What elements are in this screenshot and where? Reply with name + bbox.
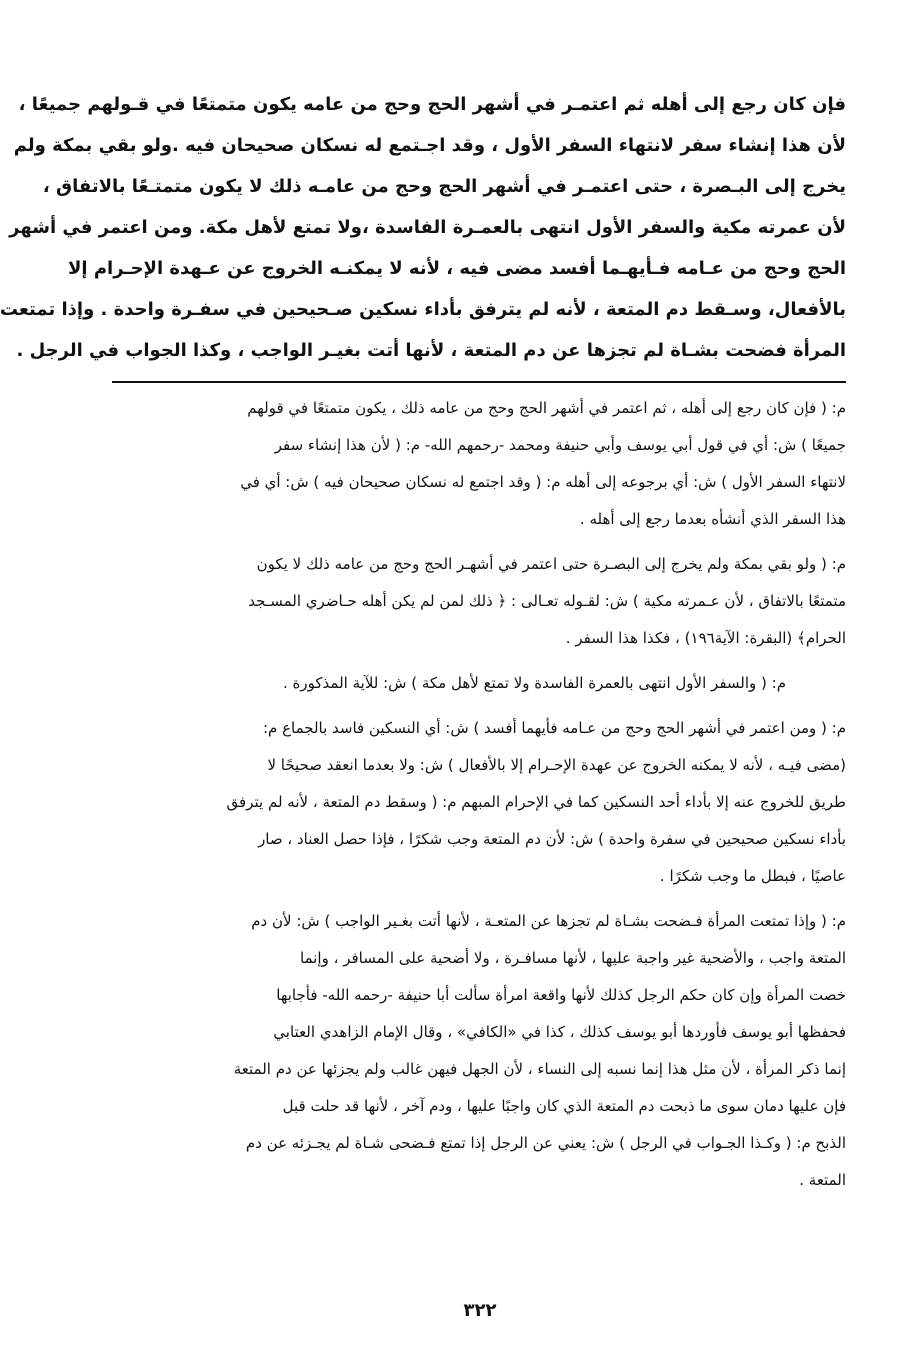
commentary-line: جميعًا ) ش: أي في قول أبي يوسف وأبي حنيفة ومحمد -رحمهم الله- م: ( لأن هذا إنشاء سفر [274,436,846,454]
commentary-line: لانتهاء السفر الأول ) ش: أي برجوعه إلى أهله م: ( وقد اجتمع له نسكان صحيحان فيه ) ش: أي في [240,473,846,491]
main-text-block [0,84,846,371]
commentary-line: عاصيًا ، فبطل ما وجب شكرًا . [659,867,846,885]
commentary-line: إنما ذكر المرأة ، لأن مثل هذا إنما نسبه إلى النساء ، لأن الجهل فيهن غالب ولم يجزئها عن دم المتعة [233,1060,846,1078]
commentary-line: خصت المرأة وإن كان حكم الرجل كذلك لأنها واقعة امرأة سألت أبا حنيفة -رحمه الله- فأجابها [276,986,846,1004]
main-text-line: لأن هذا إنشاء سفر لانتهاء السفر الأول ، وقد اجـتمع له نسكان صحيحان فيه .ولو بقي بمكة ولم [13,135,846,156]
commentary-line: م: ( فإن كان رجع إلى أهله ، ثم اعتمر في أشهر الحج وحج من عامه ذلك ، يكون متمتعًا في قولهم [247,399,846,417]
commentary-line: فإن عليها دمان سوى ما ذبحت دم المتعة الذي كان واجبًا عليها ، ودم آخر ، لأنها قد حلت قبل [282,1097,846,1115]
commentary-paragraph [112,546,846,657]
commentary-line: طريق للخروج عنه إلا بأداء أحد النسكين كما في الإحرام المبهم م: ( وسقط دم المتعة ، لأنه لم يترفق [226,793,846,811]
commentary-line: الذبح م: ( وكـذا الجـواب في الرجل ) ش: يعني عن الرجل إذا تمتع فـضحى شـاة لم يجـزئه عن دم [245,1134,846,1152]
main-text-line: يخرج إلى البـصرة ، حتى اعتمـر في أشهر الحج وحج من عامـه ذلك لا يكون متمتـعًا بالاتفاق ، [42,176,846,197]
commentary-paragraph [112,903,846,1199]
main-text-line: فإن كان رجع إلى أهله ثم اعتمـر في أشهر الحج وحج من عامه يكون متمتعًا في قـولهم جميعًا ، [18,94,846,115]
main-text-line: بالأفعال، وسـقط دم المتعة ، لأنه لم يترفق بأداء نسكين صـحيحين في سفـرة واحدة . وإذا تمتعت [0,299,846,320]
commentary-line: م: ( ولو بقي بمكة ولم يخرج إلى البصـرة حتى اعتمر في أشهـر الحج وحج من عامه ذلك لا يكون [256,555,846,573]
page-number: ٣٢٢ [463,1300,497,1321]
main-text-line: المرأة فضحت بشـاة لم تجزها عن دم المتعة ، لأنها أتت بغيـر الواجب ، وكذا الجواب في الرجل . [16,340,846,361]
commentary-block [112,390,846,1207]
main-text-line: الحج وحج من عـامه فـأيهـما أفسد مضى فيه ، لأنه لا يمكنـه الخروج عن عـهدة الإحـرام إلا [68,258,846,279]
commentary-line: م: ( ومن اعتمر في أشهر الحج وحج من عـامه فأيهما أفسد ) ش: أي النسكين فاسد بالجماع م: [262,719,846,737]
text-divider [112,381,846,383]
commentary-paragraph [112,710,846,895]
commentary-line: م: ( وإذا تمتعت المرأة فـضحت بشـاة لم تجزها عن المتعـة ، لأنها أتت بغـير الواجب ) ش: لأن دم [251,912,846,930]
commentary-line: متمتعًا بالاتفاق ، لأن عـمرته مكية ) ش: لقـوله تعـالى : ﴿ ذلك لمن لم يكن أهله حـاضري المسـجد [248,592,846,610]
commentary-line: المتعة واجب ، والأضحية غير واجبة عليها ، لأنها مسافـرة ، ولا أضحية على المسافر ، وإنما [300,949,846,967]
main-text-line: لأن عمرته مكية والسفر الأول انتهى بالعمـرة الفاسدة ،ولا تمتع لأهل مكة. ومن اعتمر في أشهر [9,217,846,238]
commentary-line: فحفظها أبو يوسف فأوردها أبو يوسف كذلك ، كذا في «الكافي» ، وقال الإمام الزاهدي العتابي [273,1023,846,1041]
commentary-line: هذا السفر الذي أنشأه بعدما رجع إلى أهله . [579,510,846,528]
commentary-paragraph [112,390,846,538]
commentary-line: (مضى فيـه ، لأنه لا يمكنه الخروج عن عهدة الإحـرام إلا بالأفعال ) ش: ولا بعدما انعقد صحيحًا لا [267,756,846,774]
commentary-line: بأداء نسكين صحيحين في سفرة واحدة ) ش: لأن دم المتعة وجب شكرًا ، فإذا حصل العناد ، صار [258,830,846,848]
commentary-line: الحرام﴾ (البقرة: الآية١٩٦) ، فكذا هذا السفر . [565,629,846,647]
commentary-line: المتعة . [799,1171,846,1189]
commentary-line: م: ( والسفر الأول انتهى بالعمرة الفاسدة ولا تمتع لأهل مكة ) ش: للآية المذكورة . [283,674,786,692]
commentary-paragraph [112,665,846,702]
